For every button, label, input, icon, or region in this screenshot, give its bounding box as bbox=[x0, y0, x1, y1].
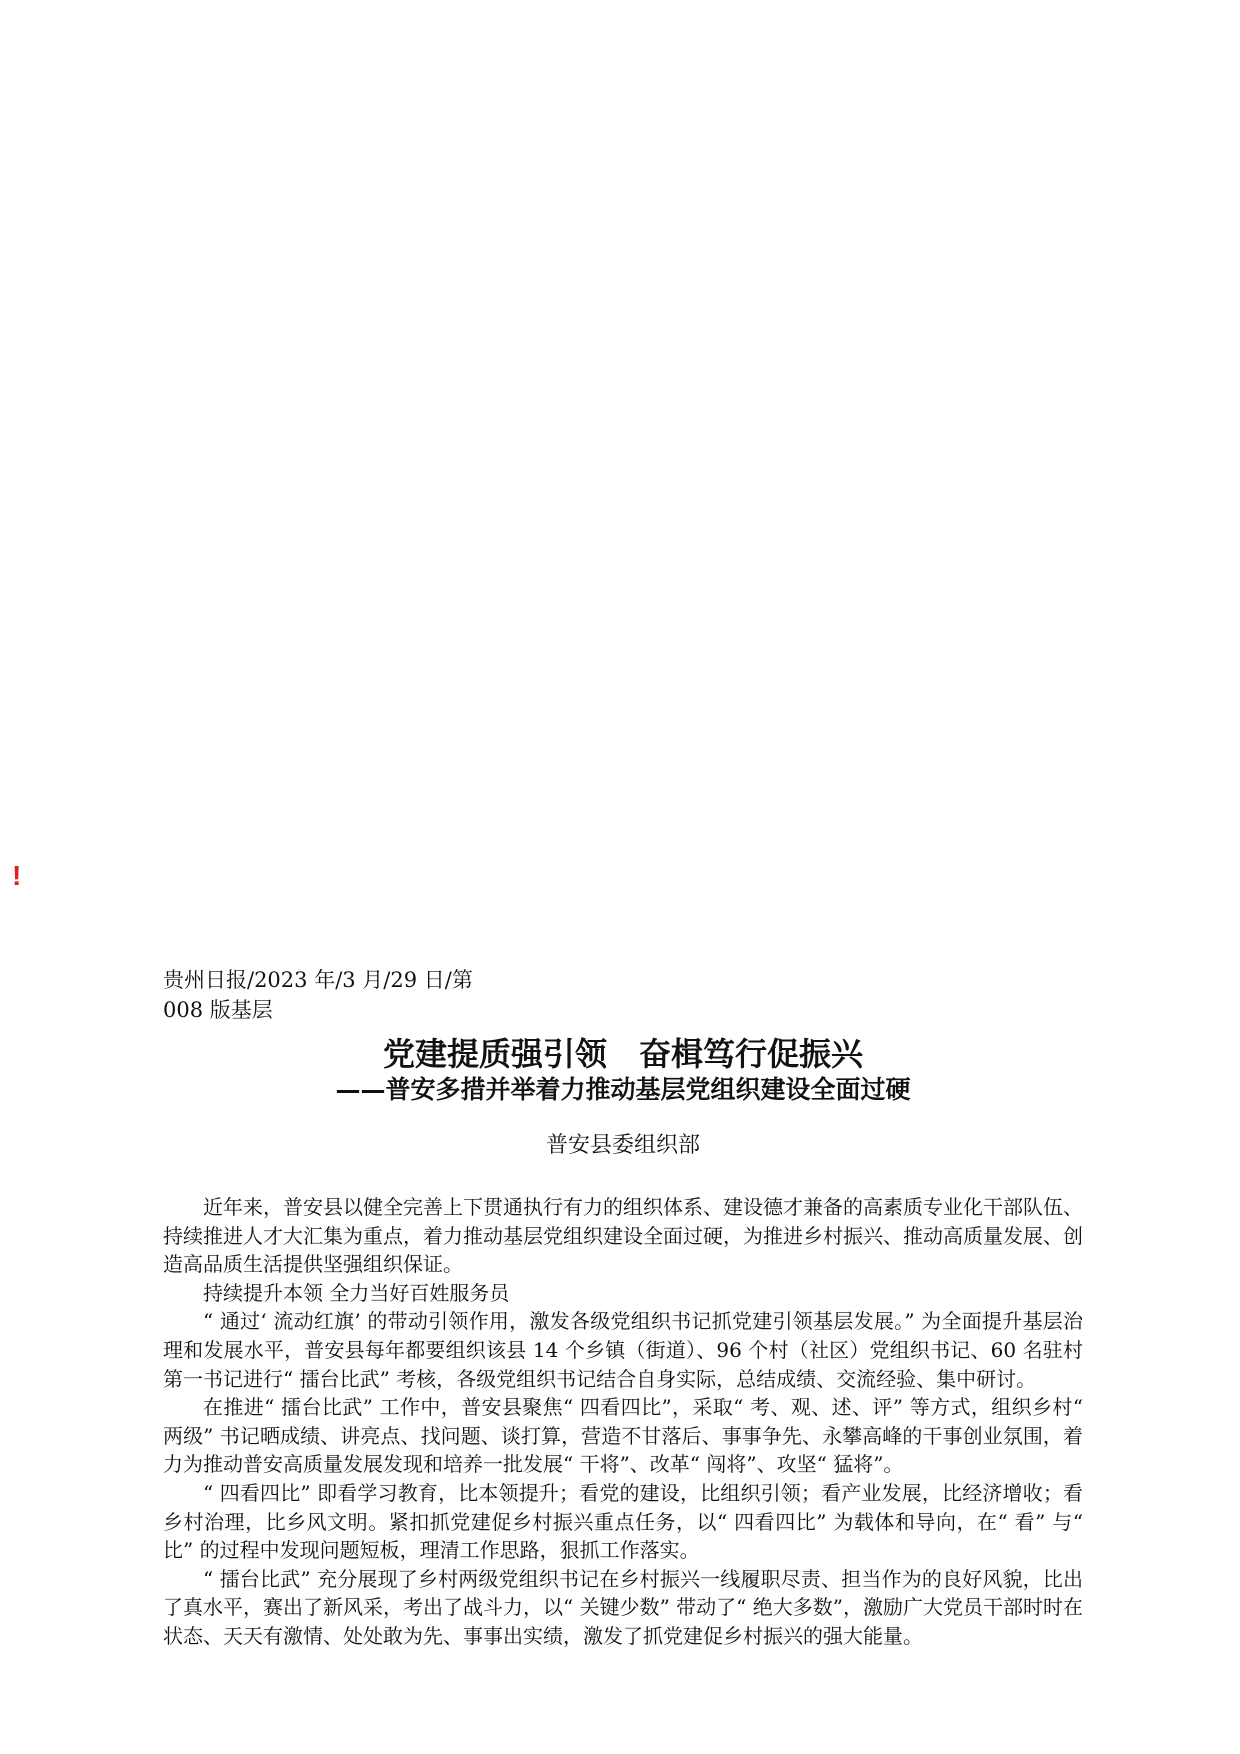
article bbox=[163, 965, 1083, 1651]
section-heading: 持续提升本领 全力当好百姓服务员 bbox=[203, 1280, 510, 1305]
paragraph: “ 擂台比武” 充分展现了乡村两级党组织书记在乡村振兴一线履职尽责、担当作为的良好风貌，比出了真水平，赛出了新风采，考出了战斗力，以“ 关键少数” 带动了“ 绝大多数”，激励广大党员干部时时在状态、天天有激情、处处敢为先、事事出实绩，激发了抓党建促乡村振兴的强大能量。 bbox=[163, 1566, 1083, 1648]
article-subtitle: ——普安多措并举着力推动基层党组织建设全面过硬 bbox=[335, 1075, 911, 1104]
article-body bbox=[163, 1193, 1083, 1651]
paragraph: 近年来，普安县以健全完善上下贯通执行有力的组织体系、建设德才兼备的高素质专业化干部队伍、持续推进人才大汇集为重点，着力推动基层党组织建设全面过硬，为推进乡村振兴、推动高质量发展、创造高品质生活提供坚强组织保证。 bbox=[163, 1195, 1083, 1277]
article-title: 党建提质强引领 奋楫笃行促振兴 bbox=[382, 1035, 863, 1073]
paragraph: 在推进“ 擂台比武” 工作中，普安县聚焦“ 四看四比”，采取“ 考、观、述、评” 等方式，组织乡村“ 两级” 书记晒成绩、讲亮点、找问题、谈打算，营造不甘落后、事事争先、永攀高峰的干事创业氛围，着力为推动普安高质量发展发现和培养一批发展“ 干将”、改革“ 闯将”、攻坚“ 猛将”。 bbox=[163, 1395, 1083, 1477]
paragraph: “ 通过‘ 流动红旗’ 的带动引领作用，激发各级党组织书记抓党建引领基层发展。” 为全面提升基层治理和发展水平，普安县每年都要组织该县 14 个乡镇（街道）、96 个村（社区）党组织书记、60 名驻村第一书记进行“ 擂台比武” 考核，各级党组织书记结合自身实际，总结成绩、交流经验、集中研讨。 bbox=[163, 1309, 1083, 1391]
source-line: 贵州日报/2023 年/3 月/29 日/第 008 版基层 bbox=[163, 968, 473, 1022]
article-author: 普安县委组织部 bbox=[545, 1133, 700, 1158]
alert-mark: ! bbox=[12, 860, 22, 891]
paragraph: “ 四看四比” 即看学习教育，比本领提升；看党的建设，比组织引领；看产业发展，比经济增收；看乡村治理，比乡风文明。紧扣抓党建促乡村振兴重点任务，以“ 四看四比” 为载体和导向，在“ 看” 与“ 比” 的过程中发现问题短板，理清工作思路，狠抓工作落实。 bbox=[163, 1480, 1083, 1563]
